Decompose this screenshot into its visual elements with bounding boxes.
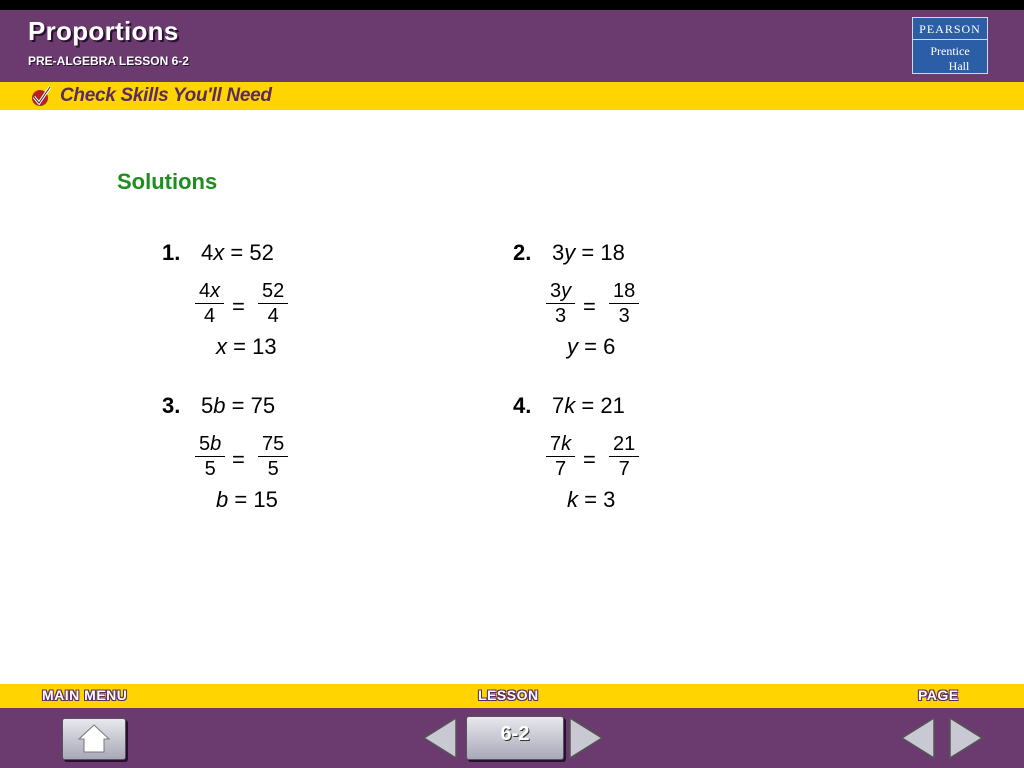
fraction-right	[609, 432, 639, 481]
fraction-left	[195, 432, 225, 481]
fraction-numerator: 18	[609, 279, 639, 304]
result-value: 3	[603, 487, 616, 512]
check-skills-label: Check Skills You'll Need	[60, 85, 272, 106]
page-next-button[interactable]	[946, 716, 986, 760]
fraction-numerator: 21	[609, 432, 639, 457]
num-coef: 3	[550, 280, 562, 302]
problem-result	[567, 334, 615, 360]
problem-result	[567, 487, 615, 513]
result-sign: =	[584, 487, 597, 512]
fraction-right	[609, 279, 639, 328]
fraction-denominator: 5	[204, 458, 216, 480]
fraction-numerator: 75	[258, 432, 288, 457]
problem-equation	[201, 393, 275, 419]
problem-number: 4.	[513, 393, 532, 418]
fraction-denominator: 4	[267, 305, 279, 327]
num-coef: 7	[550, 433, 562, 455]
problem-number: 2.	[513, 240, 532, 265]
equals-sign: =	[583, 447, 596, 472]
eq-var: y	[564, 240, 576, 265]
result-sign: =	[233, 334, 246, 359]
num-var: x	[210, 280, 221, 302]
eq-rhs: 52	[249, 240, 274, 265]
main-menu-button[interactable]	[62, 718, 126, 760]
publisher-logo	[912, 17, 988, 74]
footer-nav	[0, 708, 1024, 768]
fraction-left	[195, 279, 224, 328]
eq-coef: 7	[552, 393, 565, 418]
logo-brand: PEARSON	[913, 22, 987, 40]
num-coef: 5	[199, 433, 211, 455]
eq-coef: 4	[201, 240, 214, 265]
fraction-numerator: 52	[258, 279, 288, 304]
eq-sign: =	[231, 393, 245, 418]
num-var: k	[561, 433, 572, 455]
result-var: y	[567, 334, 578, 359]
num-var: y	[561, 280, 572, 302]
top-border	[0, 0, 1024, 10]
home-icon	[63, 719, 125, 759]
problem-equation	[201, 240, 274, 266]
result-value: 15	[253, 487, 278, 512]
eq-sign: =	[581, 240, 595, 265]
fraction-denominator: 7	[555, 458, 567, 480]
solutions-heading: Solutions	[117, 169, 218, 194]
problem-number: 1.	[162, 240, 181, 265]
result-var: b	[216, 487, 229, 512]
problem-number: 3.	[162, 393, 181, 418]
equals-sign: =	[583, 294, 596, 319]
fraction-right	[258, 279, 288, 328]
fraction-numerator	[195, 279, 224, 304]
result-value: 13	[252, 334, 277, 359]
result-sign: =	[584, 334, 597, 359]
equals-sign: =	[232, 447, 245, 472]
checkmark-icon	[30, 84, 52, 108]
problem-equation	[552, 240, 625, 266]
page-title: Proportions	[28, 16, 179, 46]
lesson-number-box[interactable]: 6-2	[466, 716, 564, 760]
page-label: PAGE	[918, 687, 959, 703]
logo-line-2: Prentice	[930, 44, 970, 58]
eq-rhs: 18	[600, 240, 625, 265]
problem-result	[216, 334, 277, 360]
fraction-denominator: 7	[618, 458, 630, 480]
num-coef: 4	[199, 280, 211, 302]
problem-equation	[552, 393, 625, 419]
eq-rhs: 21	[600, 393, 625, 418]
lesson-label: LESSON	[478, 687, 539, 703]
problem-result	[216, 487, 278, 513]
footer-label-bar	[0, 684, 1024, 708]
main-menu-label: MAIN MENU	[42, 687, 128, 703]
fraction-right	[258, 432, 288, 481]
fraction-left	[546, 279, 575, 328]
header	[0, 10, 1024, 82]
fraction-denominator: 4	[204, 305, 216, 327]
eq-coef: 3	[552, 240, 565, 265]
result-var: k	[567, 487, 578, 512]
fraction-numerator	[546, 279, 575, 304]
page-prev-button[interactable]	[898, 716, 938, 760]
check-skills-bar	[0, 82, 1024, 110]
eq-coef: 5	[201, 393, 214, 418]
eq-sign: =	[230, 240, 244, 265]
num-var: b	[210, 433, 222, 455]
eq-var: x	[213, 240, 225, 265]
fraction-denominator: 3	[555, 305, 567, 327]
fraction-denominator: 3	[618, 305, 630, 327]
fraction-numerator	[195, 432, 225, 457]
lesson-subtitle: PRE-ALGEBRA LESSON 6-2	[28, 54, 189, 68]
result-var: x	[216, 334, 227, 359]
eq-sign: =	[581, 393, 595, 418]
fraction-numerator	[546, 432, 575, 457]
logo-line-3: Hall	[948, 59, 970, 73]
lesson-prev-button[interactable]	[420, 716, 460, 760]
lesson-next-button[interactable]	[566, 716, 606, 760]
eq-var: k	[564, 393, 576, 418]
fraction-left	[546, 432, 575, 481]
result-sign: =	[234, 487, 248, 512]
fraction-denominator: 5	[267, 458, 279, 480]
result-value: 6	[603, 334, 616, 359]
equals-sign: =	[232, 294, 245, 319]
eq-rhs: 75	[250, 393, 276, 418]
eq-var: b	[213, 393, 226, 418]
